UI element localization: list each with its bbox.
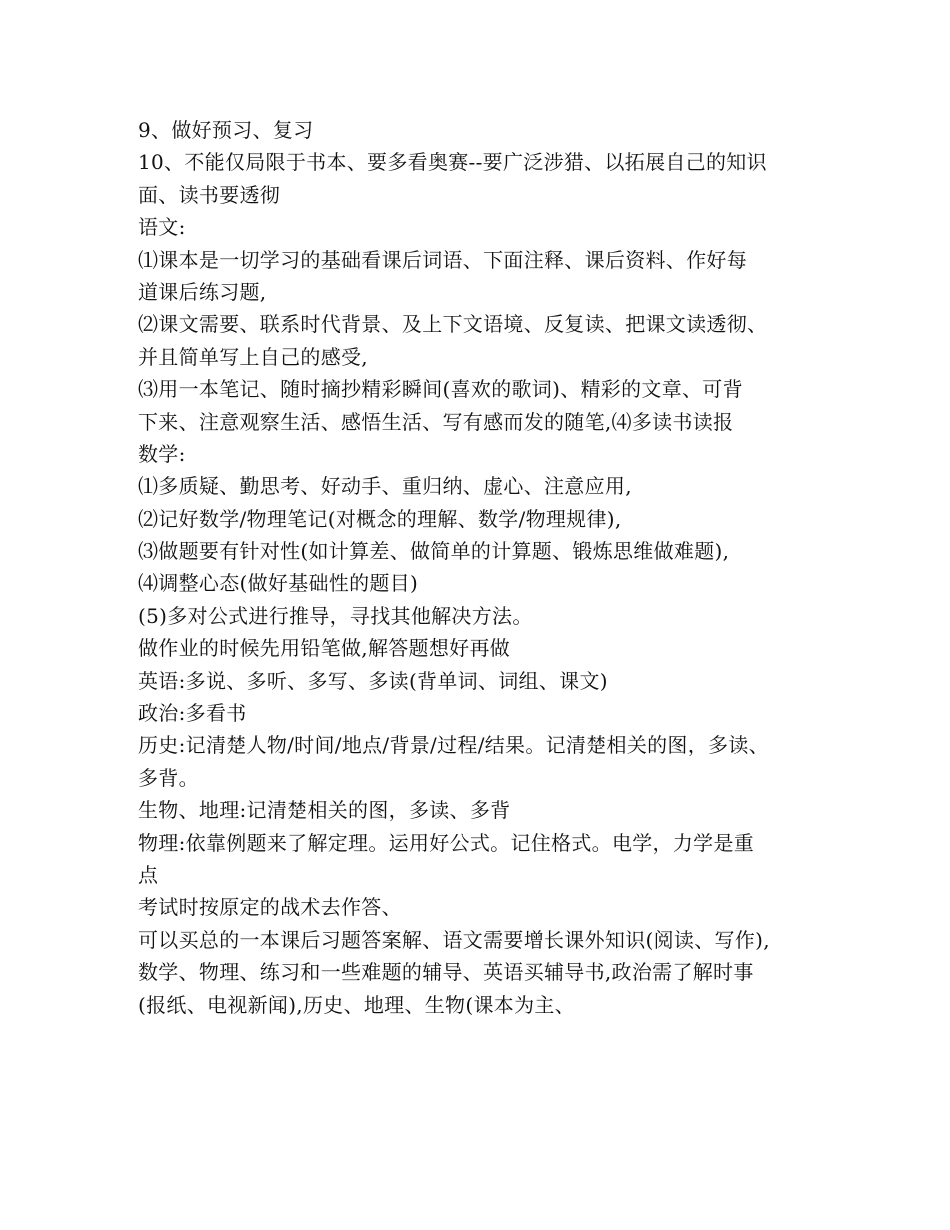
section-heading-math: 数学: xyxy=(138,441,186,466)
text-line: 点 xyxy=(138,862,159,887)
text-line: 做作业的时候先用铅笔做,解答题想好再做 xyxy=(138,636,511,661)
text-line: ⑵课文需要、联系时代背景、及上下文语境、反复读、把课文读透彻、 xyxy=(138,312,768,337)
text-line: 下来、注意观察生活、感悟生活、写有感而发的随笔,⑷多读书读报 xyxy=(138,409,734,434)
text-line: 考试时按原定的战术去作答、 xyxy=(138,895,402,920)
text-line: ⑴课本是一切学习的基础看课后词语、下面注释、课后资料、作好每 xyxy=(138,247,747,272)
text-line: ⑶做题要有针对性(如计算差、做简单的计算题、锻炼思维做难题), xyxy=(138,539,730,564)
text-line: 数学、物理、练习和一些难题的辅导、英语买辅导书,政治需了解时事 xyxy=(138,960,754,985)
text-line-history: 历史:记清楚人物/时间/地点/背景/过程/结果。记清楚相关的图，多读、 xyxy=(138,733,769,758)
text-line: 多背。 xyxy=(138,765,199,790)
section-heading-chinese: 语文: xyxy=(138,215,186,240)
text-line: ⑷调整心态(做好基础性的题目) xyxy=(138,571,419,596)
text-line-physics: 物理:依靠例题来了解定理。运用好公式。记住格式。电学，力学是重 xyxy=(138,830,755,855)
text-line: 道课后练习题, xyxy=(138,279,267,304)
text-line: 面、读书要透彻 xyxy=(138,182,281,207)
text-line: 可以买总的一本课后习题答案解、语文需要增长课外知识(阅读、写作), xyxy=(138,927,770,952)
text-line: (报纸、电视新闻),历史、地理、生物(课本为主、 xyxy=(138,992,575,1017)
text-line: ⑵记好数学/物理笔记(对概念的理解、数学/物理规律), xyxy=(138,506,622,531)
text-line-biology-geography: 生物、地理:记清楚相关的图，多读、多背 xyxy=(138,798,511,823)
text-line: ⑶用一本笔记、随时摘抄精彩瞬间(喜欢的歌词)、精彩的文章、可背 xyxy=(138,377,743,402)
text-line: ⑴多质疑、勤思考、好动手、重归纳、虚心、注意应用, xyxy=(138,474,632,499)
text-line: (5)多对公式进行推导，寻找其他解决方法。 xyxy=(138,603,533,628)
document-body xyxy=(138,114,838,1021)
text-line-politics: 政治:多看书 xyxy=(138,701,247,726)
text-line: 并且简单写上自己的感受, xyxy=(138,344,368,369)
text-line-english: 英语:多说、多听、多写、多读(背单词、词组、课文) xyxy=(138,668,608,693)
text-line: 9、做好预习、复习 xyxy=(138,118,314,142)
text-line: 10、不能仅局限于书本、要多看奥赛--要广泛涉猎、以拓展自己的知识 xyxy=(138,150,767,175)
